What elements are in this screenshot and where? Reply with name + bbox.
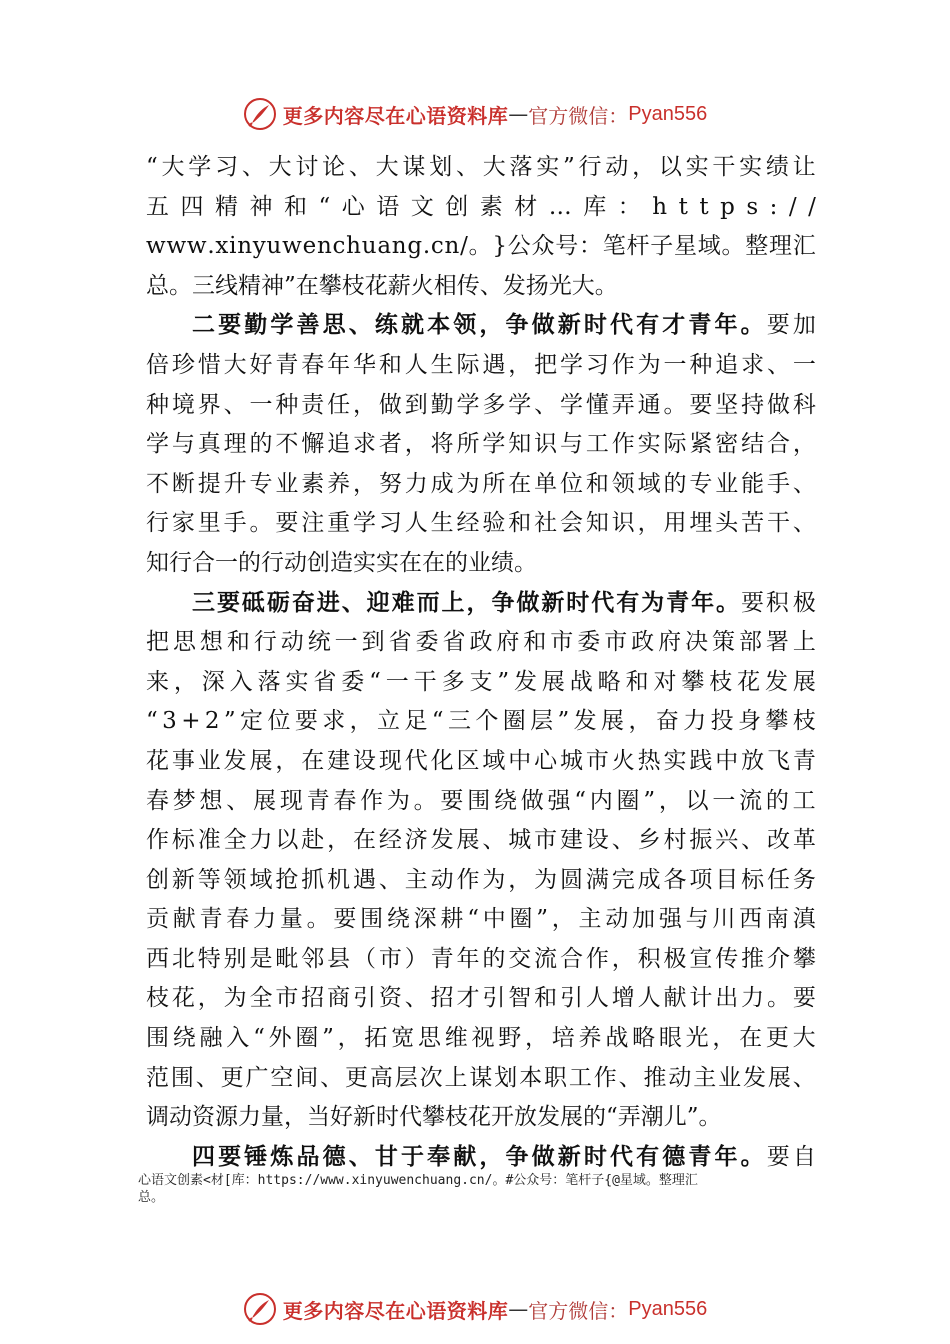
text-line: 四 要 锤 炼 品 德 、 甘 于 奉 献 ， 争 做 新 时 代 有 德 青 年 。 要 自 (192, 1143, 816, 1170)
text-line: 行 家 里 手 。 要 注 重 学 习 人 生 经 验 和 社 会 知 识 ， 用 埋 头 苦 干 、 (146, 510, 816, 537)
text-line: 贡 献 青 春 力 量 。 要 围 绕 深 耕 “ 中 圈 ” ， 主 动 加 强 与 川 西 南 滇 (146, 906, 816, 933)
banner-wechat-id: Pyan556 (628, 1297, 708, 1320)
banner-dash: — (508, 102, 529, 126)
text-line: 枝 花 ， 为 全 市 招 商 引 资 、 招 才 引 智 和 引 人 增 人 献 计 出 力 。 要 (146, 985, 816, 1012)
banner-main-text: 更多内容尽在心语资料库 (282, 103, 509, 128)
footnote-line: 心语文创素<材[库：https://www.xinyuwenchuang.cn/。#公众号：笔杆子{@星域。整理汇 (138, 1173, 698, 1188)
text-line: 创 新 等 领 域 抢 抓 机 遇 、 主 动 作 为 ， 为 圆 满 完 成 各 项 目 标 任 务 (146, 866, 816, 893)
text-line: 春 梦 想 、 展 现 青 春 作 为 。 要 围 绕 做 强 “ 内 圈 ” ， 以 一 流 的 工 (146, 787, 816, 814)
text-line: 西 北 特 别 是 毗 邻 县 （ 市 ） 青 年 的 交 流 合 作 ， 积 极 宣 传 推 介 攀 (146, 945, 816, 972)
text-line: 不 断 提 升 专 业 素 养 ， 努 力 成 为 所 在 单 位 和 领 域 的 专 业 能 手 、 (146, 470, 816, 497)
text-line: 来 ， 深 入 落 实 省 委 “ 一 干 多 支 ” 发 展 战 略 和 对 攀 枝 花 发 展 (146, 668, 816, 695)
text-line: 知行合一的行动创造实实在在的业绩。 (146, 549, 537, 576)
text-line: 花 事 业 发 展 ， 在 建 设 现 代 化 区 域 中 心 城 市 火 热 实 践 中 放 飞 青 (146, 747, 816, 774)
text-line: 种 境 界 、 一 种 责 任 ， 做 到 勤 学 多 学 、 学 懂 弄 通 。 要 坚 持 做 科 (146, 391, 816, 418)
text-line: 三 要 砥 砺 奋 进 、 迎 难 而 上 ， 争 做 新 时 代 有 为 青 年 。 要 积 极 (192, 589, 816, 616)
text-line: 范 围 、 更 广 空 间 、 更 高 层 次 上 谋 划 本 职 工 作 、 推 动 主 业 发 展 、 (146, 1064, 816, 1091)
banner-dash: — (508, 1297, 529, 1321)
footer-banner (0, 1289, 950, 1329)
banner-official-label: 官方微信： (528, 103, 629, 128)
text-line: 倍 珍 惜 大 好 青 春 年 华 和 人 生 际 遇 ， 把 学 习 作 为 一 种 追 求 、 一 (146, 351, 816, 378)
text-line: 二 要 勤 学 善 思 、 练 就 本 领 ， 争 做 新 时 代 有 才 青 年 。 要 加 (192, 312, 816, 339)
feather-logo-icon (243, 97, 277, 131)
banner-main-text: 更多内容尽在心语资料库 (282, 1298, 509, 1323)
text-line: 总。三线精神”在攀枝花薪火相传、发扬光大。 (146, 272, 618, 299)
text-line: “ 大 学 习 、 大 讨 论 、 大 谋 划 、 大 落 实 ” 行 动 ， 以 实 干 实 绩 让 (146, 154, 816, 180)
feather-logo-icon (243, 1292, 277, 1326)
text-line: “ 3 + 2 ” 定 位 要 求 ， 立 足 “ 三 个 圈 层 ” 发 展 ， 奋 力 投 身 攀 枝 (146, 708, 816, 735)
text-line: 调动资源力量，当好新时代攀枝花开放发展的“弄潮儿”。 (146, 1104, 722, 1131)
text-line: 学 与 真 理 的 不 懈 追 求 者 ， 将 所 学 知 识 与 工 作 实 际 紧 密 结 合 ， (146, 431, 816, 458)
text-line: 把 思 想 和 行 动 统 一 到 省 委 省 政 府 和 市 委 市 政 府 决 策 部 署 上 (146, 629, 816, 656)
text-line: 围 绕 融 入 “ 外 圈 ” ， 拓 宽 思 维 视 野 ， 培 养 战 略 眼 光 ， 在 更 大 (146, 1025, 816, 1052)
header-banner (0, 94, 950, 134)
footnote-line: 总。 (138, 1190, 165, 1205)
text-line: w w w . x i n y u w e n c h u a n g . c n / 。 } 公 众 号 ： 笔 杆 子 星 域 。 整 理 汇 (146, 233, 816, 260)
text-line: 五 四 精 神 和 “ 心 语 文 创 素 材 … 库 ： h t t p s : / / (146, 193, 816, 220)
text-line: 作 标 准 全 力 以 赴 ， 在 经 济 发 展 、 城 市 建 设 、 乡 村 振 兴 、 改 革 (146, 827, 816, 854)
banner-wechat-id: Pyan556 (628, 102, 708, 125)
document-body (146, 148, 816, 1177)
footnote (138, 1172, 838, 1206)
banner-official-label: 官方微信： (528, 1298, 629, 1323)
